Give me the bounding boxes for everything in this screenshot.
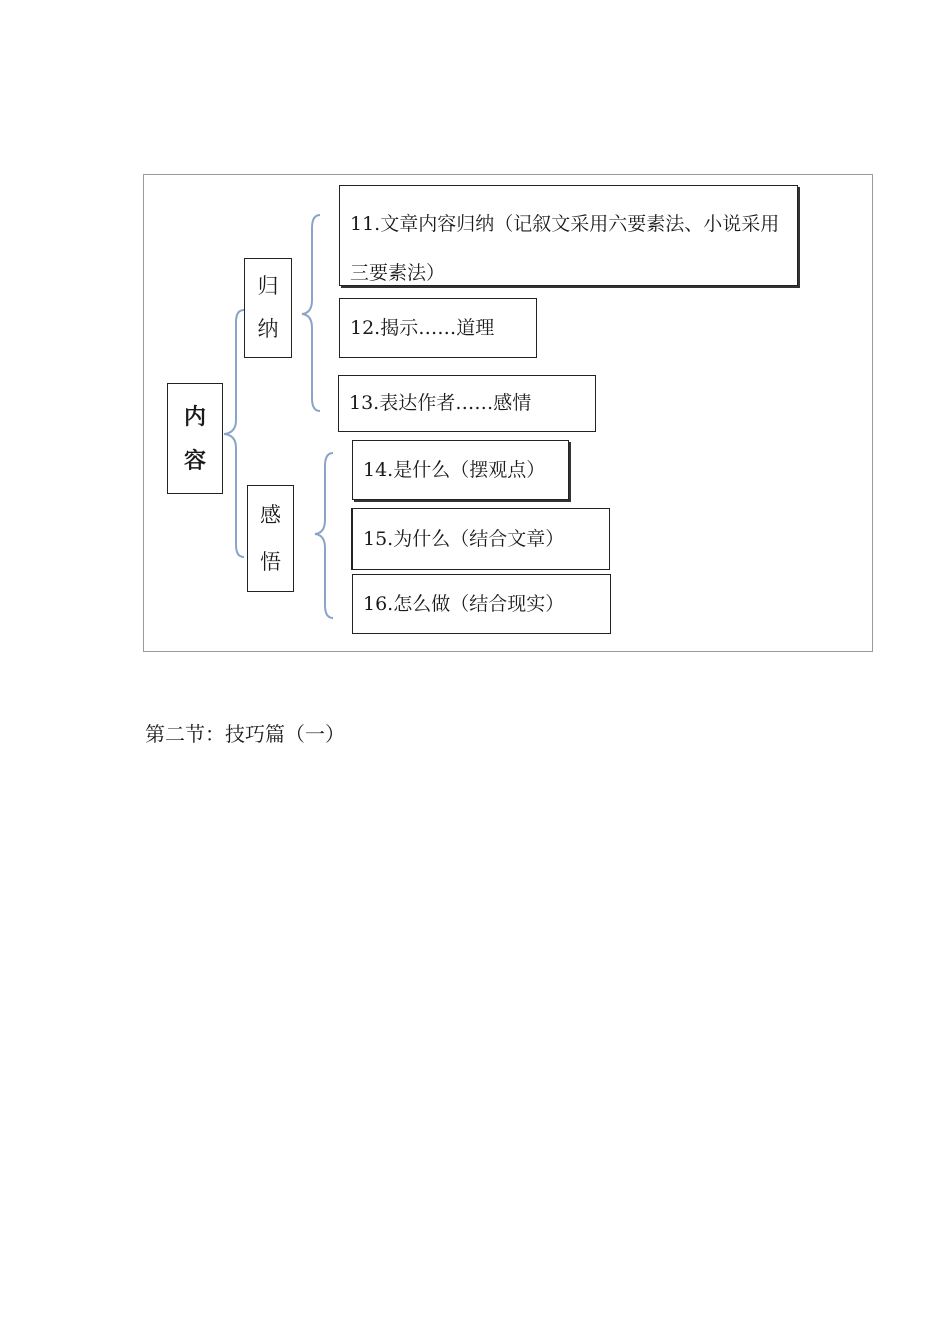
- item-15-text: 15.为什么（结合文章）: [363, 527, 565, 550]
- item-16-box: [352, 574, 611, 634]
- branch-1-char-2: 纳: [257, 317, 279, 341]
- root-char-2: 容: [183, 447, 206, 474]
- root-node: [167, 383, 223, 494]
- item-11-box: [339, 185, 798, 286]
- item-14-box: [352, 440, 569, 500]
- branch-2-char-1: 感: [260, 502, 281, 527]
- branch-2-node: [247, 485, 294, 592]
- section-title: 第二节：技巧篇（一）: [145, 722, 345, 746]
- branch-1-node: [244, 258, 292, 358]
- item-12-box: [339, 298, 537, 358]
- item-15-box: [351, 508, 610, 570]
- branch-1-char-1: 归: [257, 274, 279, 298]
- item-16-text: 16.怎么做（结合现实）: [363, 592, 565, 615]
- item-11-text: 11.文章内容归纳（记叙文采用六要素法、小说采用三要素法）: [350, 213, 780, 284]
- root-char-1: 内: [183, 403, 206, 430]
- branch-2-char-2: 悟: [260, 549, 281, 574]
- item-13-box: [338, 375, 596, 432]
- item-14-text: 14.是什么（摆观点）: [363, 458, 546, 481]
- item-13-text: 13.表达作者……感情: [349, 392, 532, 415]
- item-12-text: 12.揭示……道理: [350, 316, 495, 339]
